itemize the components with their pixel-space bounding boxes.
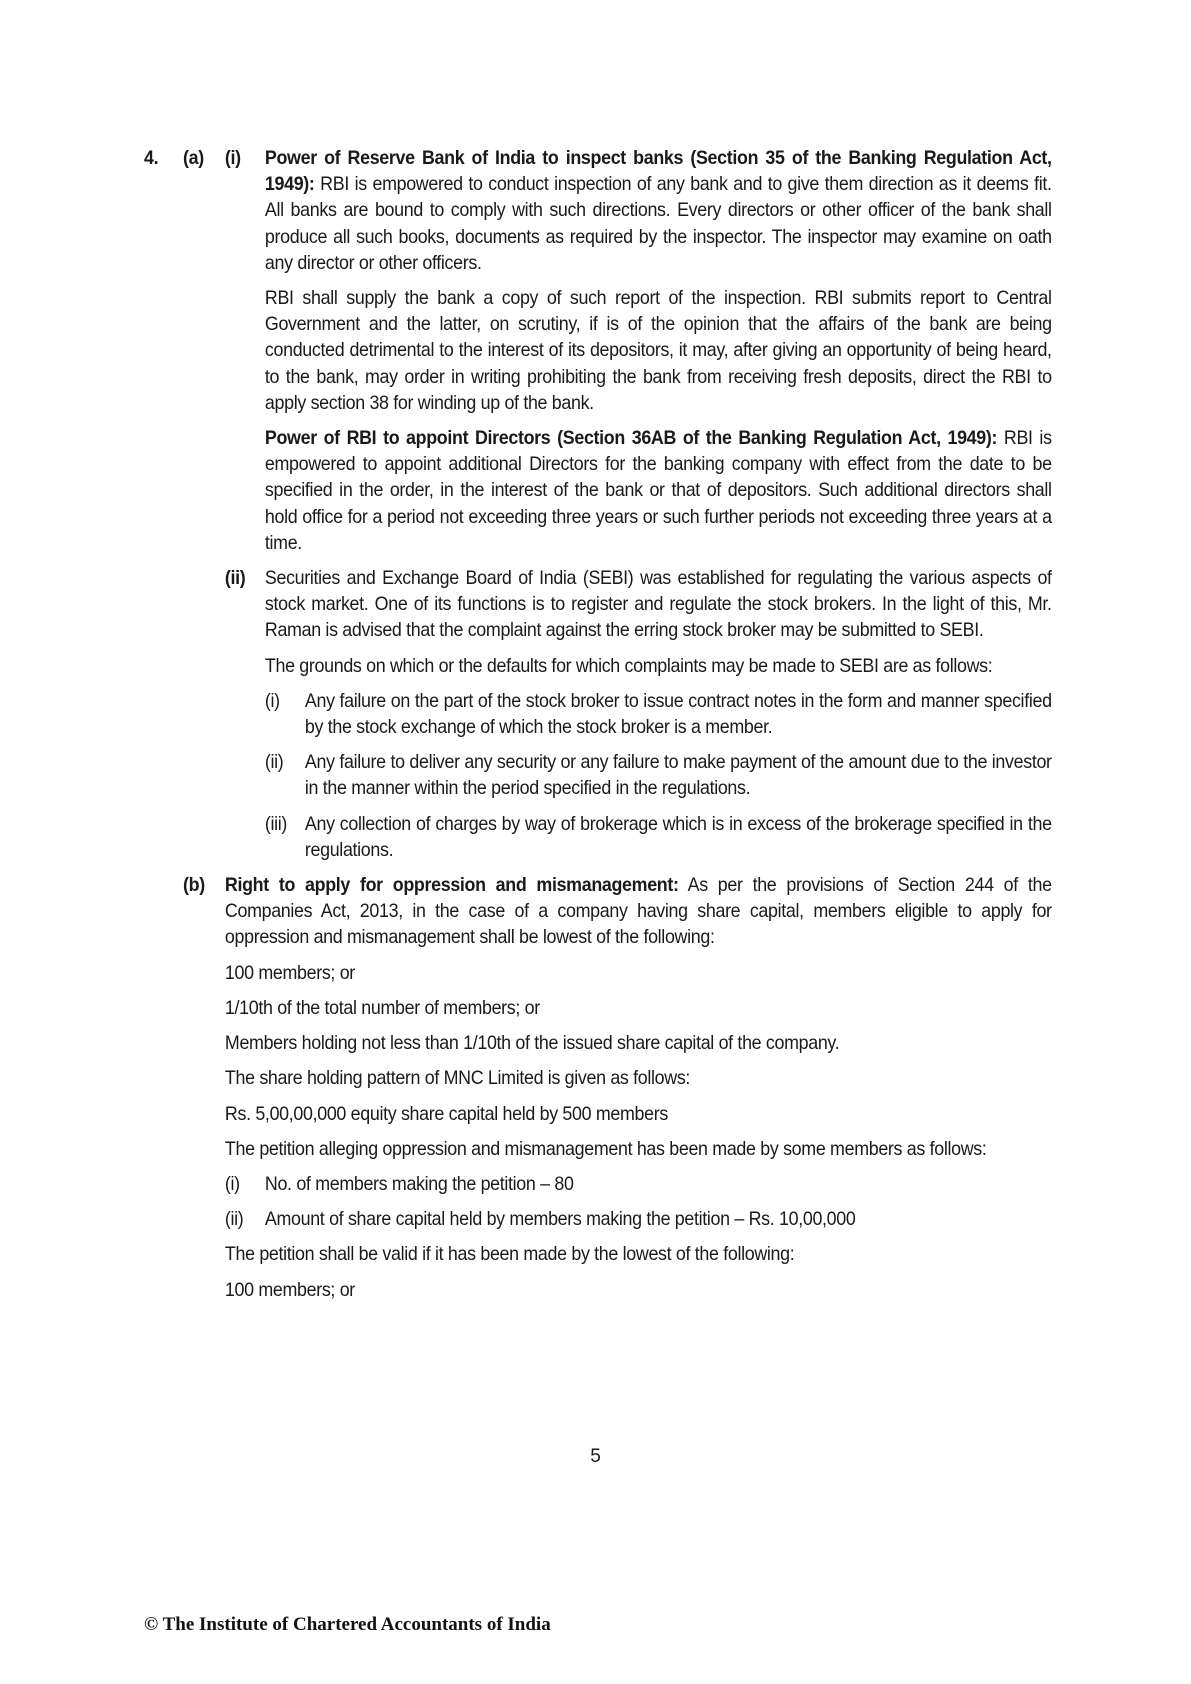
list-item xyxy=(144,812,1052,864)
list-item xyxy=(144,689,1052,741)
list-item-label: (i) xyxy=(264,690,280,712)
list-item-label: (ii) xyxy=(264,752,284,774)
eligibility-line: Members holding not less than 1/10th of the issued share capital of the company. xyxy=(224,1033,840,1055)
subpart-i-label: (i) xyxy=(224,148,241,169)
oppression-heading: Right to apply for oppression and mismanagement: xyxy=(224,875,679,897)
list-item-label: (iii) xyxy=(264,813,288,835)
list-item-label: (i) xyxy=(224,1173,240,1195)
eligibility-line: 100 members; or xyxy=(224,1279,355,1301)
oppression-paragraph xyxy=(225,873,1052,952)
list-item-text: Any failure on the part of the stock broker to issue contract notes in the form and manner specified by the stock exchange of which the stock broker is a member. xyxy=(304,690,1052,739)
list-item-text: Amount of share capital held by members making the petition – Rs. 10,00,000 xyxy=(264,1209,856,1231)
answer-content xyxy=(144,146,1052,1304)
list-item xyxy=(144,1172,1052,1198)
rbi-directors-text: RBI is empowered to appoint additional Directors for the banking company with effect from the date to be specified in the order, in the interest of the bank or that of depositors. Such additional directors shall hold office for a period not exceeding three years or such further periods not exceeding three years at a time. xyxy=(264,428,1052,554)
share-capital-line: Rs. 5,00,00,000 equity share capital held by 500 members xyxy=(224,1103,668,1125)
question-number: 4. xyxy=(144,148,159,169)
sebi-grounds-paragraph: The grounds on which or the defaults for which complaints may be made to SEBI are as follows: xyxy=(264,655,993,677)
subpart-ii-label: (ii) xyxy=(224,568,246,590)
q4b-section xyxy=(144,873,1052,1304)
oppression-text: As per the provisions of Section 244 of the Companies Act, 2013, in the case of a company having share capital, members eligible to apply for oppression and mismanagement shall be lowest of the following: xyxy=(224,875,1052,949)
rbi-inspection-text: RBI is empowered to conduct inspection of any bank and to give them direction as it deems fit. All banks are bound to comply with such directions. Every directors or other officer of the bank shall produce all such books, documents as required by the inspector. The inspector may examine on oath any director or other officers. xyxy=(264,174,1052,274)
rbi-inspection-paragraph xyxy=(265,146,1052,277)
q4a-i-section xyxy=(144,146,1052,557)
shareholding-intro: The share holding pattern of MNC Limited is given as follows: xyxy=(224,1068,691,1090)
list-item xyxy=(144,1207,1052,1233)
rbi-directors-paragraph xyxy=(265,426,1052,557)
rbi-report-paragraph: RBI shall supply the bank a copy of such report of the inspection. RBI submits report to Central Government and the latter, on scrutiny, if is of the opinion that the affairs of the bank are being conducted detrimental to the interest of its depositors, it may, after giving an opportunity of being heard, to the bank, may order in writing prohibiting the bank from receiving fresh deposits, direct the RBI to apply section 38 for winding up of the bank. xyxy=(264,288,1052,414)
list-item-label: (ii) xyxy=(224,1209,244,1231)
part-b-label: (b) xyxy=(183,875,205,897)
rbi-inspection-heading: Power of Reserve Bank of India to inspect banks (Section 35 of the Banking Regulation Act, 1949): xyxy=(264,148,1052,196)
list-item-text: Any failure to deliver any security or any failure to make payment of the amount due to the investor in the manner within the period specified in the regulations. xyxy=(304,752,1052,800)
list-item xyxy=(144,750,1052,802)
rbi-directors-heading: Power of RBI to appoint Directors (Section 36AB of the Banking Regulation Act, 1949): xyxy=(264,428,998,450)
list-item-text: No. of members making the petition – 80 xyxy=(264,1173,574,1195)
eligibility-line: 1/10th of the total number of members; or xyxy=(224,997,540,1019)
copyright-footer: © The Institute of Chartered Accountants of India xyxy=(144,1614,551,1635)
list-item-text: Any collection of charges by way of brokerage which is in excess of the brokerage specified in the regulations. xyxy=(304,813,1052,861)
petition-intro: The petition alleging oppression and mismanagement has been made by some members as follows: xyxy=(224,1138,987,1160)
sebi-paragraph: Securities and Exchange Board of India (SEBI) was established for regulating the various aspects of stock market. One of its functions is to register and regulate the stock brokers. In the light of this, Mr. Raman is advised that the complaint against the erring stock broker may be submitted to SEBI. xyxy=(264,568,1052,642)
q4a-ii-section xyxy=(144,566,1052,864)
eligibility-line: 100 members; or xyxy=(224,962,355,984)
part-a-label: (a) xyxy=(183,148,204,169)
page-number: 5 xyxy=(590,1446,601,1467)
validity-line: The petition shall be valid if it has been made by the lowest of the following: xyxy=(224,1244,795,1266)
